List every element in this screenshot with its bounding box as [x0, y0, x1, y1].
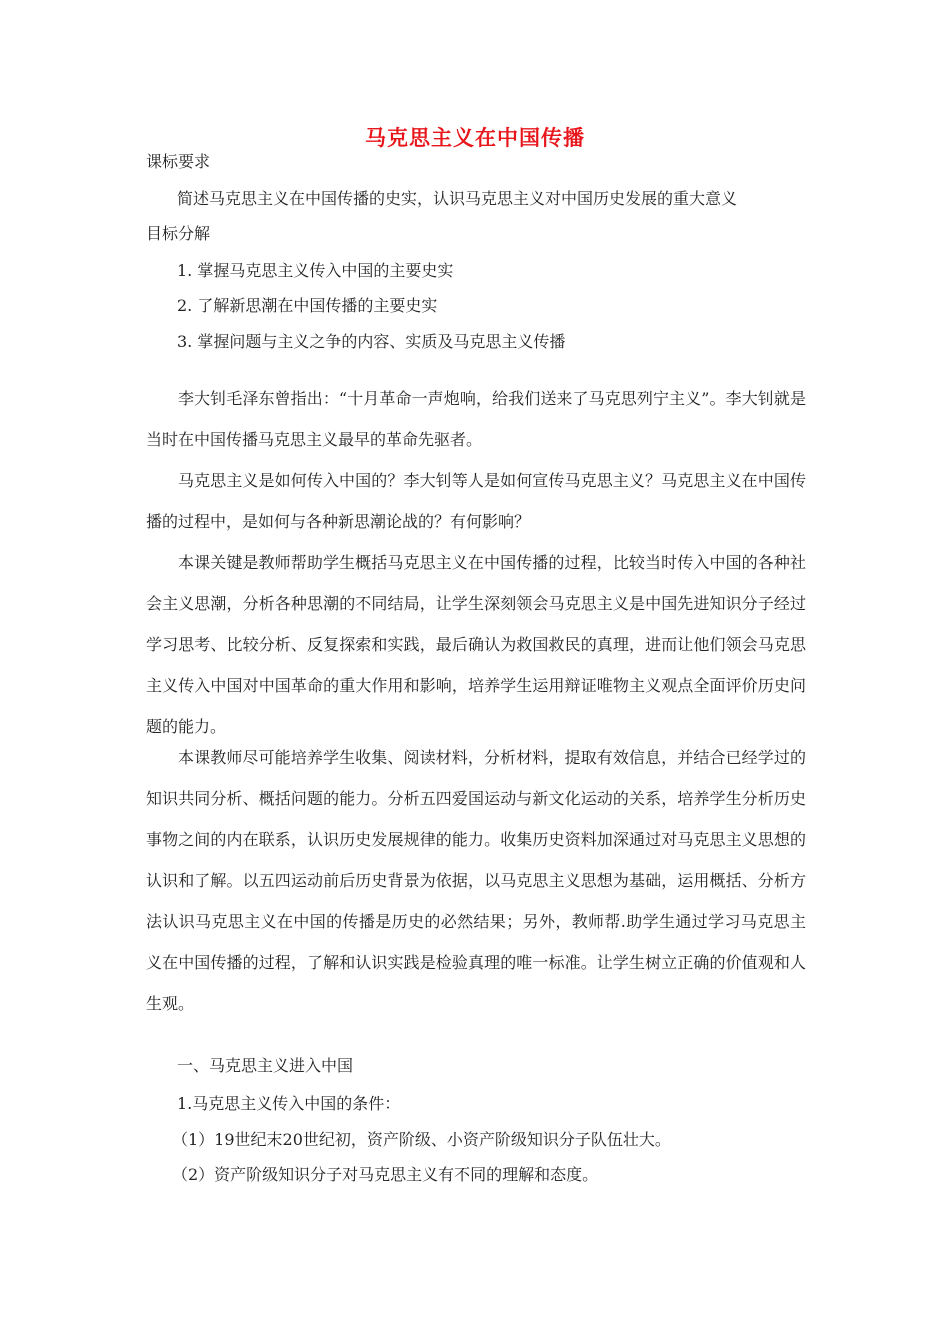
mubiao-item-3: 3. 掌握问题与主义之争的内容、实质及马克思主义传播	[177, 332, 566, 351]
paragraph-teaching-method: 本课教师尽可能培养学生收集、阅读材料，分析材料，提取有效信息，并结合已经学过的知识共同分析、概括问题的能力。分析五四爱国运动与新文化运动的关系，培养学生分析历史事物之间的内在联系，认识历史发展规律的能力。收集历史资料加深通过对马克思主义思想的认识和了解。以五四运动前后历史背景为依据，以马克思主义思想为基础，运用概括、分析方法认识马克思主义在中国的传播是历史的必然结果；另外，教师帮.助学生通过学习马克思主义在中国传播的过程，了解和认识实践是检验真理的唯一标准。让学生树立正确的价值观和人生观。	[146, 748, 806, 1013]
paragraph-questions: 马克思主义是如何传入中国的？李大钊等人是如何宣传马克思主义？马克思主义在中国传播的过程中，是如何与各种新思潮论战的？有何影响？	[146, 471, 806, 531]
section1-item-2: （2）资产阶级知识分子对马克思主义有不同的理解和态度。	[172, 1165, 599, 1184]
mubiao-item-2: 2. 了解新思潮在中国传播的主要史实	[177, 296, 438, 315]
section1-item-1: （1）19世纪末20世纪初，资产阶级、小资产阶级知识分子队伍壮大。	[172, 1130, 671, 1149]
kebiao-text: 简述马克思主义在中国传播的史实，认识马克思主义对中国历史发展的重大意义	[177, 189, 738, 208]
mubiao-heading: 目标分解	[146, 224, 211, 243]
paragraph-key-point: 本课关键是教师帮助学生概括马克思主义在中国传播的过程，比较当时传入中国的各种社会主义思潮，分析各种思潮的不同结局，让学生深刻领会马克思主义是中国先进知识分子经过学习思考、比较分析、反复探索和实践，最后确认为救国救民的真理，进而让他们领会马克思主义传入中国对中国革命的重大作用和影响，培养学生运用辩证唯物主义观点全面评价历史问题的能力。	[146, 553, 806, 736]
paragraph-intro: 李大钊毛泽东曾指出：“十月革命一声炮响，给我们送来了马克思列宁主义”。李大钊就是当时在中国传播马克思主义最早的革命先驱者。	[146, 389, 806, 449]
document-title: 马克思主义在中国传播	[365, 125, 585, 150]
kebiao-heading: 课标要求	[146, 152, 211, 171]
mubiao-item-1: 1. 掌握马克思主义传入中国的主要史实	[177, 261, 454, 280]
section1-heading: 一、马克思主义进入中国	[177, 1056, 354, 1075]
section1-subheading: 1.马克思主义传入中国的条件：	[177, 1094, 401, 1113]
